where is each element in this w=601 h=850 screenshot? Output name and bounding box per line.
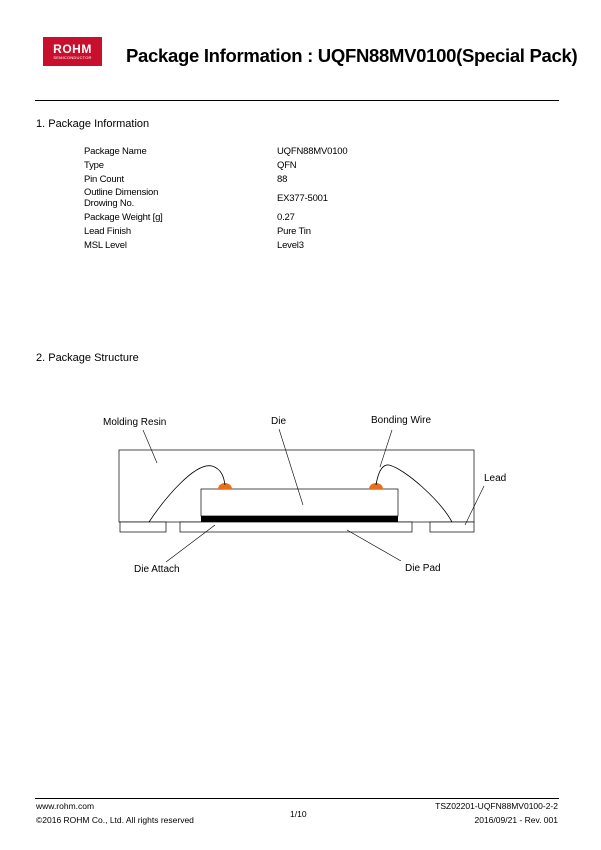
row-label-lead-finish: Lead Finish xyxy=(84,226,131,237)
row-label-pin-count: Pin Count xyxy=(84,174,124,185)
row-value-pin-count: 88 xyxy=(277,174,288,185)
footer-divider xyxy=(35,798,559,799)
label-die: Die xyxy=(271,416,287,427)
logo-text: ROHM xyxy=(53,42,92,56)
footer-website[interactable]: www.rohm.com xyxy=(36,801,95,811)
row-label-drowing-no: Drowing No. xyxy=(84,198,135,209)
row-label-type: Type xyxy=(84,160,104,171)
footer-page-number: 1/10 xyxy=(290,809,307,819)
row-value-outline-dimension: EX377-5001 xyxy=(277,193,328,204)
row-label-package-name: Package Name xyxy=(84,146,147,157)
row-value-msl-level: Level3 xyxy=(277,240,304,251)
footer-date-rev: 2016/09/21 - Rev. 001 xyxy=(474,815,558,825)
label-die-pad: Die Pad xyxy=(405,563,441,574)
label-molding-resin: Molding Resin xyxy=(103,417,167,428)
row-value-type: QFN xyxy=(277,160,297,171)
label-bonding-wire: Bonding Wire xyxy=(371,415,432,426)
row-label-outline-dimension: Outline Dimension xyxy=(84,187,159,198)
label-die-attach: Die Attach xyxy=(134,564,180,575)
row-value-lead-finish: Pure Tin xyxy=(277,226,311,237)
lead-left xyxy=(120,522,166,532)
lead-right xyxy=(430,522,474,532)
leader-die-pad xyxy=(347,530,401,561)
row-label-package-weight: Package Weight [g] xyxy=(84,212,163,223)
footer-doc-number: TSZ02201-UQFN88MV0100-2-2 xyxy=(435,801,558,811)
page-title: Package Information : UQFN88MV0100(Special Pack) xyxy=(126,45,578,66)
section-1-title: 1. Package Information xyxy=(36,118,150,130)
logo-subtext: SEMICONDUCTOR xyxy=(53,55,92,60)
die-pad xyxy=(180,522,412,532)
row-value-package-name: UQFN88MV0100 xyxy=(277,146,348,157)
die-attach xyxy=(201,516,398,522)
footer-copyright: ©2016 ROHM Co., Ltd. All rights reserved xyxy=(36,815,194,825)
section-2-title: 2. Package Structure xyxy=(36,352,139,364)
label-lead: Lead xyxy=(484,473,507,484)
row-value-package-weight: 0.27 xyxy=(277,212,295,223)
row-label-msl-level: MSL Level xyxy=(84,240,127,251)
